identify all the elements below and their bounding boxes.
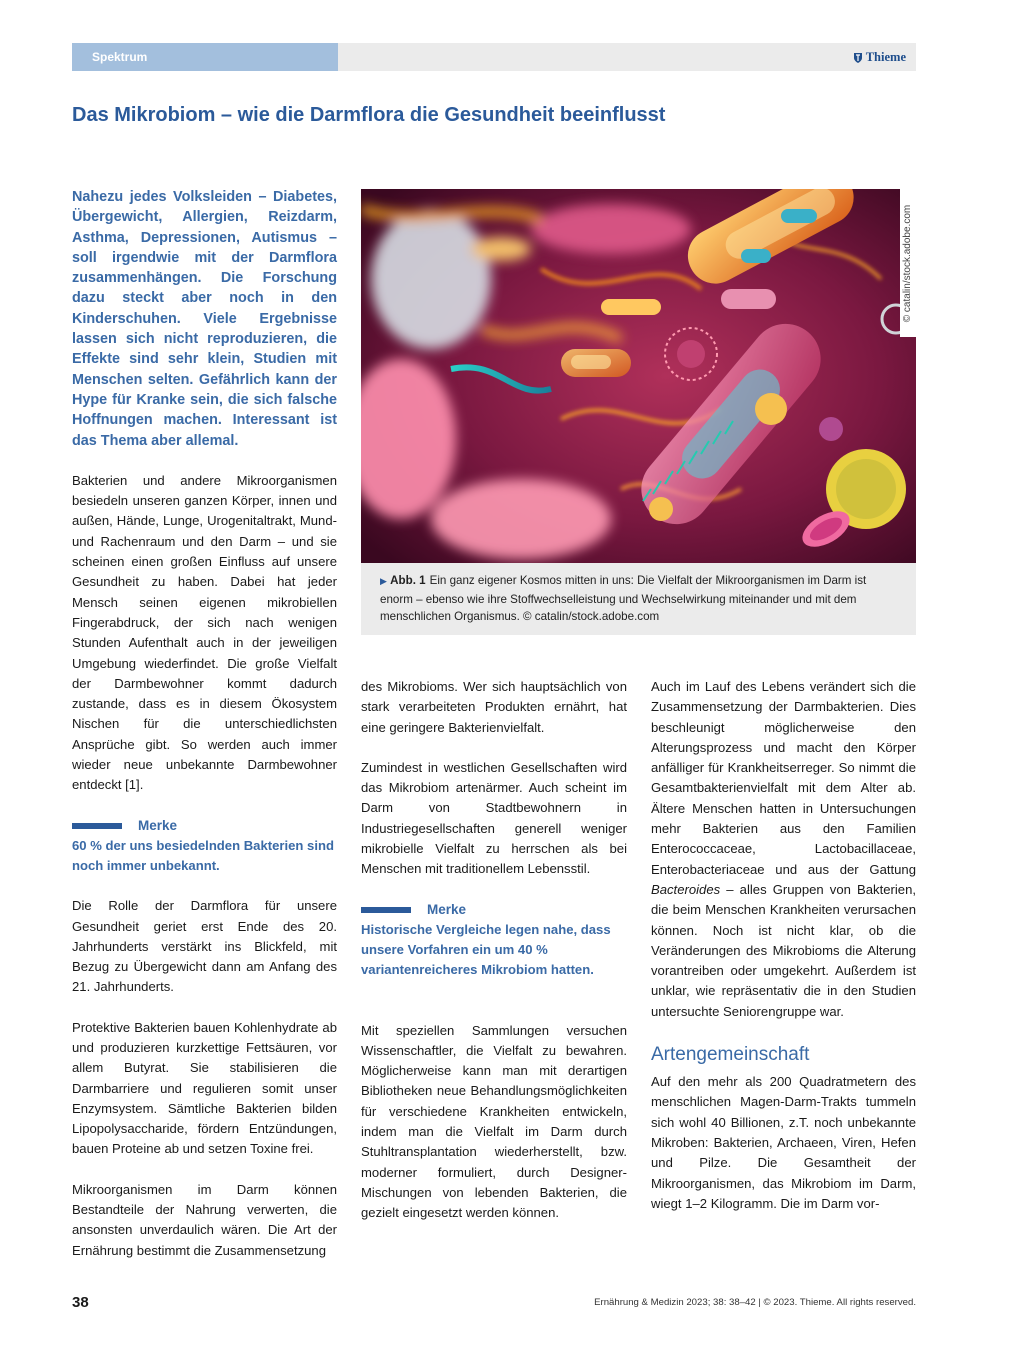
publisher-logo — [853, 43, 906, 71]
column-2 — [361, 677, 627, 1244]
body-paragraph: des Mikrobioms. Wer sich hauptsächlich von stark verarbeiteten Produkten ernährt, hat eine geringere Bakterienvielfalt. — [361, 679, 627, 735]
merke-label: Merke — [427, 901, 467, 917]
column-1 — [72, 187, 337, 1281]
genus-name: Bacteroides — [651, 881, 721, 897]
merke-box — [361, 900, 627, 981]
section-label: Spektrum — [72, 43, 338, 71]
caption-text: Ein ganz eigener Kosmos mitten in uns: Die Vielfalt der Mikroorganismen im Darm ist enorm – ebenso wie ihre Stoffwechselleistung und Wechselwirkung miteinander und mit dem menschlichen Organismus. © catalin/stock.adobe.com — [380, 574, 867, 623]
figure-caption — [361, 563, 916, 635]
footer-citation: Ernährung & Medizin 2023; 38: 38–42 | © 2023. Thieme. All rights reserved. — [594, 1297, 916, 1308]
image-credit: © catalin/stock.adobe.com — [900, 189, 916, 337]
body-paragraph: Die Rolle der Darmflora für unsere Gesundheit geriet erst Ende des 20. Jahrhunderts verstärkt ins Blickfeld, mit Bezug zu Übergewicht dann am Anfang des 21. Jahrhunderts. — [72, 898, 337, 995]
caption-arrow-icon: ▶ — [380, 576, 387, 586]
thieme-shield-icon — [853, 52, 863, 64]
body-paragraph: Auf den mehr als 200 Quadratmetern des menschlichen Magen-Darm-Trakts tummeln sich wohl 40 Billionen, z.T. noch unbekannte Mikroben: Bakterien, Archaeen, Viren, Hefen und Pilze. Die Gesamtheit der Mikroorganismen, das Mikrobiom im Darm, wiegt 1–2 Kilogramm. Die im Darm vor- — [651, 1074, 916, 1211]
merke-box — [72, 816, 337, 877]
body-paragraph: Auch im Lauf des Lebens verändert sich die Zusammensetzung der Darmbakterien. Dies beschleunigt möglicherweise den Alterungsprozess und macht den Körper anfälliger für Krankheitserreger. So nimmt die Gesamtbakterienvielfalt mit dem Alter ab. Ältere Menschen hatten in Untersuchungen mehr Bakterien aus den Familien Enterococcaceae, Lactobacillaceae, Enterobacteriaceae und aus der Gattung Bacteroides – alles Gruppen von Bakterien, die beim Menschen Krankheiten verursachen können. Noch ist nicht klar, ob die Veränderungen des Mikrobioms die Alterung vorantreiben oder umgekehrt. Außerdem ist unklar, wie repräsentativ die in den Studien untersuchte Seniorengruppe war. — [651, 679, 916, 1019]
body-paragraph: Mit speziellen Sammlungen versuchen Wissenschaftler, die Vielfalt zu bewahren. Möglicherweise kann man mit derartigen Bibliotheken neue Behandlungsmöglichkeiten für verschiedene Krankheiten entwickeln, indem man die Vielfalt im Darm durch Stuhltransplantation wiederherstellt, bzw. moderner formuliert, durch Designer-Mischungen von lebenden Bakterien, die gezielt eingesetzt werden können. — [361, 1022, 627, 1221]
merke-text: 60 % der uns besiedelnden Bakterien sind noch immer unbekannt. — [72, 837, 334, 873]
merke-label: Merke — [138, 817, 178, 833]
body-paragraph: Zumindest in westlichen Gesellschaften wird das Mikrobiom artenärmer. Auch scheint im Darm von Stadtbewohnern in Industriegesellschaften generell weniger mikrobielle Vielfalt zu herrschen als bei Menschen mit traditionellem Lebensstil. — [361, 759, 627, 877]
publisher-name: Thieme — [865, 50, 906, 64]
figure-image — [361, 189, 916, 563]
page-number: 38 — [72, 1294, 89, 1311]
body-paragraph: Mikroorganismen im Darm können Bestandteile der Nahrung verwerten, die ansonsten unverdaulich wären. Die Art der Ernährung bestimmt die Zusammensetzung — [72, 1181, 337, 1258]
lead-paragraph: Nahezu jedes Volksleiden – Diabetes, Übergewicht, Allergien, Reizdarm, Asthma, Depressionen, Autismus – soll irgendwie mit der Darmflora zusammenhängen. Die Forschung dazu steckt aber noch in den Kinderschuhen. Viele Ergebnisse lassen sich nicht reproduzieren, die Effekte sind sehr klein, Studien mit Menschen selten. Gefährlich kann der Hype für Kranke sein, die sich falsche Hoffnungen machen. Interessant ist das Thema aber allemal. — [72, 189, 337, 449]
body-paragraph: Protektive Bakterien bauen Kohlenhydrate ab und produzieren kurzkettige Fettsäuren, vor allem Butyrat. Sie stabilisieren die Darmbarriere und regulieren somit unser Enzymsystem. Sämtliche Bakterien bilden Lipopolysaccharide, fördern Entzündungen, bauen Proteine ab und setzen Toxine frei. — [72, 1019, 337, 1157]
caption-label: Abb. 1 — [390, 574, 426, 587]
page-header — [72, 43, 916, 71]
merke-bar — [72, 823, 122, 829]
merke-bar — [361, 907, 411, 913]
section-heading: Artengemeinschaft — [651, 1044, 810, 1066]
merke-text: Historische Vergleiche legen nahe, dass unsere Vorfahren ein um 40 % variantenreicheres Mikrobiom hatten. — [361, 921, 611, 978]
body-paragraph: Bakterien und andere Mikroorganismen besiedeln unseren ganzen Körper, innen und außen, Hände, Lunge, Urogenitaltrakt, Mund- und Rachenraum und den Darm – und sie scheinen einen großen Einfluss auf unsere Gesundheit zu haben. Dabei hat jeder Mensch seinen eigenen mikrobiellen Fingerabdruck, der sich nach wenigen Stunden Aufenthalt auch in der jeweiligen Umgebung wiederfindet. Die große Vielfalt der Darmbewohner kommt dadurch zustande, dass es in diesem Ökosystem Nischen für die unterschiedlichsten Ansprüche gibt. So werden auch immer wieder neue unbekannte Darmbewohner entdeckt [1]. — [72, 472, 337, 793]
column-3 — [651, 677, 916, 1234]
article-title: Das Mikrobiom – wie die Darmflora die Gesundheit beeinflusst — [72, 104, 666, 126]
microbiome-illustration — [361, 189, 916, 563]
